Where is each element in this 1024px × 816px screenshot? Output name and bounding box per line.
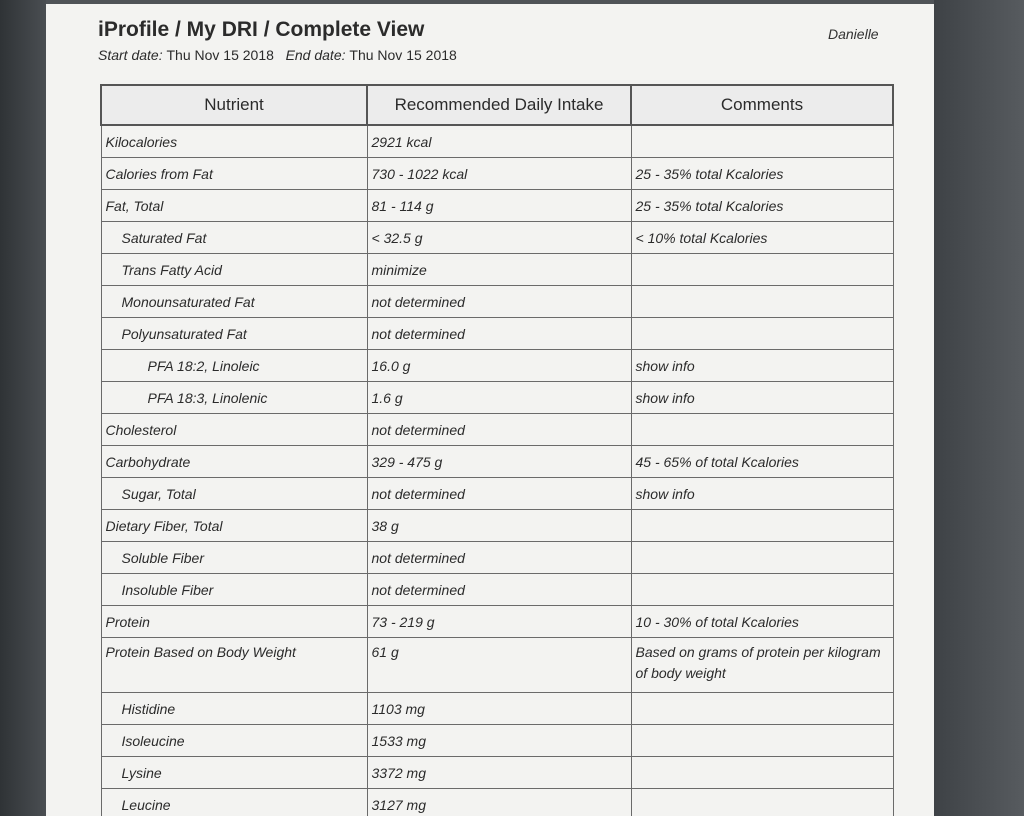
comment-cell bbox=[631, 318, 893, 350]
comment-cell bbox=[631, 286, 893, 318]
table-row bbox=[101, 574, 893, 606]
table-header-row bbox=[101, 85, 893, 125]
comment-cell: 25 - 35% total Kcalories bbox=[631, 190, 893, 222]
nutrient-cell: Histidine bbox=[101, 693, 367, 725]
nutrient-cell: PFA 18:3, Linolenic bbox=[101, 382, 367, 414]
table-row bbox=[101, 478, 893, 510]
intake-cell: 2921 kcal bbox=[367, 125, 631, 158]
table-row bbox=[101, 318, 893, 350]
end-date-label: End date: bbox=[285, 47, 346, 63]
intake-cell: 329 - 475 g bbox=[367, 446, 631, 478]
monitor-bezel-right bbox=[934, 0, 1024, 816]
comment-cell[interactable]: show info bbox=[631, 478, 893, 510]
table-body bbox=[101, 125, 893, 816]
nutrient-cell: Protein Based on Body Weight bbox=[101, 638, 367, 693]
intake-cell: 61 g bbox=[367, 638, 631, 693]
table-row bbox=[101, 382, 893, 414]
intake-cell: 3372 mg bbox=[367, 757, 631, 789]
table-row bbox=[101, 125, 893, 158]
comment-cell[interactable]: show info bbox=[631, 350, 893, 382]
comment-cell bbox=[631, 125, 893, 158]
nutrient-cell: Isoleucine bbox=[101, 725, 367, 757]
table-row bbox=[101, 638, 893, 693]
table-row bbox=[101, 350, 893, 382]
intake-cell: 16.0 g bbox=[367, 350, 631, 382]
intake-cell: not determined bbox=[367, 286, 631, 318]
nutrient-cell: Protein bbox=[101, 606, 367, 638]
table-row bbox=[101, 190, 893, 222]
nutrient-cell: Calories from Fat bbox=[101, 158, 367, 190]
user-name: Danielle bbox=[828, 26, 879, 42]
comment-cell bbox=[631, 542, 893, 574]
intake-cell: not determined bbox=[367, 414, 631, 446]
table-row bbox=[101, 222, 893, 254]
intake-cell: 73 - 219 g bbox=[367, 606, 631, 638]
intake-cell: minimize bbox=[367, 254, 631, 286]
intake-cell: 3127 mg bbox=[367, 789, 631, 816]
page-title: iProfile / My DRI / Complete View bbox=[98, 18, 425, 41]
intake-cell: 1.6 g bbox=[367, 382, 631, 414]
table-row bbox=[101, 414, 893, 446]
date-range bbox=[98, 47, 457, 63]
comment-cell: < 10% total Kcalories bbox=[631, 222, 893, 254]
comment-cell bbox=[631, 757, 893, 789]
table-row bbox=[101, 693, 893, 725]
comment-cell bbox=[631, 725, 893, 757]
nutrient-cell: Cholesterol bbox=[101, 414, 367, 446]
comment-cell bbox=[631, 693, 893, 725]
intake-cell: not determined bbox=[367, 318, 631, 350]
start-date-label: Start date: bbox=[98, 47, 163, 63]
comment-cell bbox=[631, 789, 893, 816]
comment-cell[interactable]: show info bbox=[631, 382, 893, 414]
table-row bbox=[101, 542, 893, 574]
intake-cell: 38 g bbox=[367, 510, 631, 542]
table-row bbox=[101, 510, 893, 542]
nutrient-cell: Sugar, Total bbox=[101, 478, 367, 510]
column-header-nutrient: Nutrient bbox=[101, 85, 367, 125]
table-row bbox=[101, 286, 893, 318]
intake-cell: not determined bbox=[367, 478, 631, 510]
monitor-bezel-left bbox=[0, 0, 46, 816]
comment-cell: 25 - 35% total Kcalories bbox=[631, 158, 893, 190]
table-row bbox=[101, 789, 893, 816]
table-row bbox=[101, 254, 893, 286]
comment-cell: 45 - 65% of total Kcalories bbox=[631, 446, 893, 478]
intake-cell: 1103 mg bbox=[367, 693, 631, 725]
start-date-value: Thu Nov 15 2018 bbox=[166, 47, 274, 63]
nutrient-cell: Saturated Fat bbox=[101, 222, 367, 254]
column-header-intake: Recommended Daily Intake bbox=[367, 85, 631, 125]
nutrient-cell: Polyunsaturated Fat bbox=[101, 318, 367, 350]
nutrient-cell: PFA 18:2, Linoleic bbox=[101, 350, 367, 382]
intake-cell: 1533 mg bbox=[367, 725, 631, 757]
nutrient-cell: Carbohydrate bbox=[101, 446, 367, 478]
report-page bbox=[46, 4, 934, 816]
column-header-comments: Comments bbox=[631, 85, 893, 125]
nutrient-cell: Leucine bbox=[101, 789, 367, 816]
nutrient-cell: Insoluble Fiber bbox=[101, 574, 367, 606]
nutrient-cell: Soluble Fiber bbox=[101, 542, 367, 574]
nutrient-cell: Trans Fatty Acid bbox=[101, 254, 367, 286]
intake-cell: 730 - 1022 kcal bbox=[367, 158, 631, 190]
intake-cell: < 32.5 g bbox=[367, 222, 631, 254]
table-row bbox=[101, 446, 893, 478]
table-row bbox=[101, 158, 893, 190]
table-row bbox=[101, 606, 893, 638]
table-row bbox=[101, 725, 893, 757]
comment-cell bbox=[631, 574, 893, 606]
comment-cell: 10 - 30% of total Kcalories bbox=[631, 606, 893, 638]
table-row bbox=[101, 757, 893, 789]
intake-cell: not determined bbox=[367, 542, 631, 574]
comment-cell bbox=[631, 414, 893, 446]
comment-cell bbox=[631, 254, 893, 286]
nutrient-cell: Lysine bbox=[101, 757, 367, 789]
nutrient-cell: Monounsaturated Fat bbox=[101, 286, 367, 318]
nutrient-cell: Dietary Fiber, Total bbox=[101, 510, 367, 542]
dri-table bbox=[100, 84, 894, 816]
comment-cell bbox=[631, 510, 893, 542]
intake-cell: not determined bbox=[367, 574, 631, 606]
nutrient-cell: Kilocalories bbox=[101, 125, 367, 158]
nutrient-cell: Fat, Total bbox=[101, 190, 367, 222]
comment-cell: Based on grams of protein per kilogram of body weight bbox=[631, 638, 893, 693]
intake-cell: 81 - 114 g bbox=[367, 190, 631, 222]
end-date-value: Thu Nov 15 2018 bbox=[349, 47, 457, 63]
